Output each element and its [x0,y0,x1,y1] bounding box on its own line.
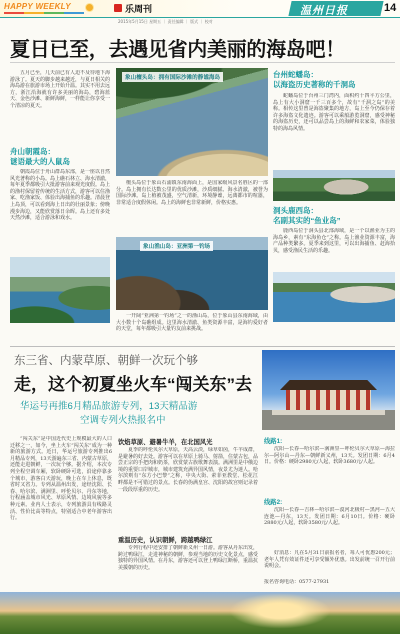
happy-weekly-logo: HAPPY WEEKLY [4,2,71,11]
left-island-heading-title: 谜语最大的人鼠岛 [10,157,70,166]
page-number: 14 [384,2,397,14]
left-island-body: 朝霞岛位于舟山群岛东部，是一座以自然风光著称的小岛。岛上礁石林立、海水清澈，每年夏季都吸引大批游客前来观光度假。岛上的渔村保留着传统的生活方式，游客可以住渔家、吃渔家饭、体验出海捕鱼的乐趣。清晨登上岛顶，可以看到海上日出的壮丽景象；傍晚漫步海边，又能欣赏落日余晖。岛上还有多处天然沙滩，适合游泳和戏水。 [10,169,110,222]
north-korea-body: 专列行程中还安排了朝鲜新义州一日游。游客从丹东出发，跨过鸭绿江，走进神秘的朝鲜，参观当地的历史文化景点，感受独特的异国风情。在丹东，游客还可以登上鸭绿江断桥，重温抗美援朝的历史。 [118,545,258,571]
route1-label: 线路1: [264,438,283,445]
north-korea-heading: 重温历史，认识朝鲜，跨越鸭绿江 [118,537,213,544]
luxi-island-photo [273,272,395,322]
route1-body: 沈阳—长春—哈尔滨—满洲里—呼伦贝尔大草原—海拉尔—阿尔山—丹东—朝鲜新义州，13天。发团日期：6月4日。价格：硬卧2980元/人起，软卧3680元/人起。 [264,446,395,466]
yushan-island-photo [116,237,268,310]
contact-phone: 报名咨询电话：0577-27931 [264,579,330,585]
sun-icon [86,4,93,11]
section-logo-icon [114,4,122,12]
tantou-island-photo [116,68,268,176]
grassland-heading: 饮焰草原、避暑牛羊，在北国风光 [118,439,213,446]
shepan-island-heading-title: 以海盗历史著称的千洞岛 [273,80,356,89]
grassland-body: 夏季的呼伦贝尔大草原，天高云淡，绿草如茵，牛羊成群，是避暑的好去处。游客可以在草原上骑马、射箭，住蒙古包，品尝正宗的手把肉和奶茶，欣赏蒙古族歌舞表演。满洲里是中俄边境的重要口岸城市，城市建筑充满异国风情，夜景尤为迷人。哈尔滨则有“东方小巴黎”之称，中央大街、索菲亚教堂、松花江畔都是不可错过的景点。长春的伪满皇宫、沈阳的故宫则记录着一段段厚重的历史。 [118,447,258,493]
palace-roof [280,380,377,390]
offer-notes: 好消息：凡在5月31日前报名者，每人可优惠200元；老年人凭有效证件还可享受额外优惠。出发前统一召开行前说明会。 [264,550,395,570]
article2-lead-body: “闯关东”是中国近代史上规模最大的人口迁移之一，如今，坐上火车“闯关东”成为一种新的旅游方式。近日，华运号旅游专列推出6月精品专列，13天游遍东三省、内蒙古草原，还能走进朝鲜，一次玩个够。据介绍，本次专列全程空调车厢，软卧硬卧可选，沿途停靠多个城市，游客白天游玩，晚上在车上休息，既省时又省力。专列从温州出发，途经沈阳、长春、哈尔滨、满洲里、呼伦贝尔、丹东等地，行程涵盖城市风光、草原风情、边境风貌等多种元素。业内人士表示，专列旅游具有线路灵活、性价比高等特点，特别适合中老年游客出行。 [10,436,112,522]
shepan-island-photo [273,170,395,201]
article2-headline: 走，这个初夏坐火车“闯关东”去 [14,375,252,394]
palace-terrace [272,410,385,415]
article2-subtitle-2: 空调专列火热报名中 [80,415,166,426]
section-divider [10,346,395,347]
left-island-heading-place: 舟山朝霞岛： [10,147,55,156]
color-stripe-decoration [4,12,84,14]
yushan-island-caption: 象山渔山岛：亚洲第一钓场 [140,241,213,251]
route2-body: 沈阳—长春—吉林—哈尔滨—漠河北极村—黑河—五大连池—丹东，13天。发团日期：6月10日。价格：硬卧2880元/人起，软卧3580元/人起。 [264,507,395,527]
luxi-island-heading-title: 名副其实的“鱼业岛” [273,216,341,225]
zhoushan-island-photo [10,257,110,323]
grassland-panorama-photo [0,592,400,634]
article1-headline: 夏日已至，去遇见省内美丽的海岛吧！ [10,39,345,61]
shepan-island-heading-place: 台州蛇蟠岛： [273,70,318,79]
yushan-island-body: 一开阔“亚洲第一钓场”之一的渔山岛，位于象山县东南海域，由大小数十个岛礁组成。这里海水清澈、鱼类资源丰富，是海钓爱好者的天堂，每年都吸引大量钓友前来挑战。 [116,313,268,333]
route2-label: 线路2: [264,499,283,506]
dateline: 2015年5月15日 星期五 ｜ 责任编辑 ｜ 版式 ｜ 校对 [118,19,213,24]
section-title: 乐周刊 [125,4,153,14]
shepan-island-body: 蛇蟠岛位于台州三门湾内，面积约十四平方公里，岛上有大小洞窟一千三百多个，故有“千洞之岛”的美称。相传这里曾是海盗聚集的地方，岛上至今仍保存着许多海盗文化遗迹。游客可以乘船游览洞窟，感受神秘的海盗历史，还可以品尝岛上的海鲜和农家菜，体验独特的海岛风情。 [273,93,395,132]
article2-kicker: 东三省、内蒙草原、朝鲜一次玩个够 [14,355,198,367]
luxi-island-heading-place: 洞头鹿西岛： [273,206,318,215]
article1-intro: 五月已至，几天前已有人迫不及待地下海游泳了。夏天的脚步越来越近，与夏日相关的海岛游在旅游市场上开始升温。其实不用去远方，浙江沿海就有许多美丽的海岛，碧海蓝天、金色沙滩、新鲜海鲜，一样能让你享受一个清凉的夏天。 [10,70,110,109]
newspaper-name: 温州日报 [300,5,348,17]
tantou-island-caption: 象山檀头岛：拥有国际沙滩的静谧海岛 [122,72,223,82]
luxi-island-body: 鹿西岛位于洞头县北部海域，是一个以渔业为主的海岛乡，素有“东海鱼仓”之称。岛上渔业资源丰富，海产品种类繁多。夏季来到这里，可以出海捕鱼、赶海拾贝，感受渔民生活的乐趣。 [273,228,395,254]
tantou-island-body: 檀头岛位于象山石浦镇东南海面上，是国家级风景名胜区的一部分。岛上拥有长达数公里的优质沙滩，沙质细腻、海水清澈，被誉为国际沙滩。岛上植被茂盛，空气清新，环境静谧，远离都市的喧嚣，非常适合度假休闲。岛上的海鲜也非常新鲜，价格实惠。 [116,180,268,206]
article2-subtitle: 华运号再推6月精品旅游专列，13天精品游 [20,401,198,412]
palace-photo [262,350,395,430]
palace-hall [286,390,371,410]
divider [10,62,395,63]
